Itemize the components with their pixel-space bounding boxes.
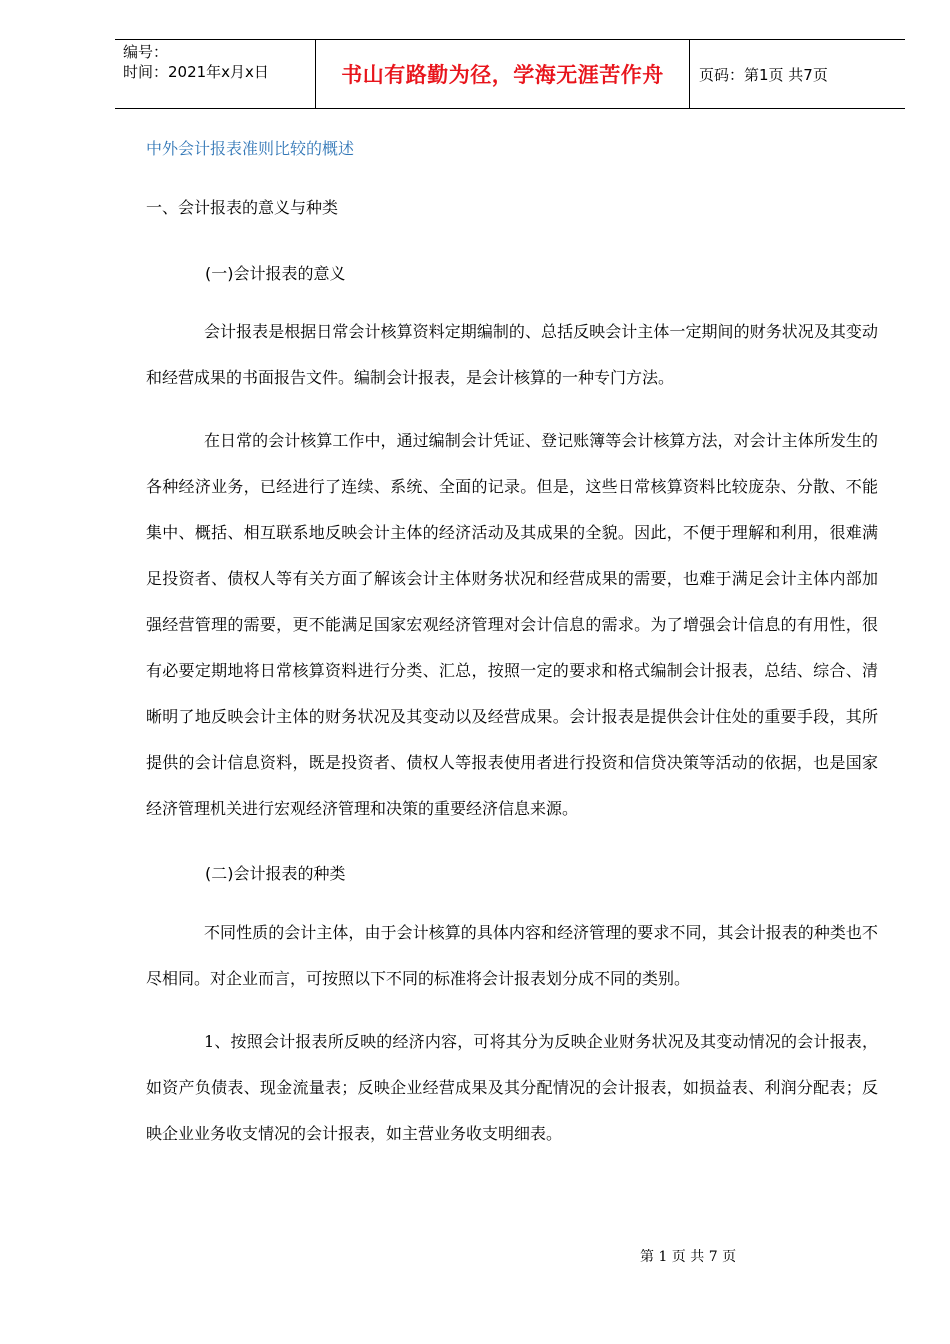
paragraph-3: 不同性质的会计主体，由于会计核算的具体内容和经济管理的要求不同，其会计报表的种类也不尽相同。对企业而言，可按照以下不同的标准将会计报表划分成不同的类别。 — [146, 923, 878, 988]
document-title: 中外会计报表准则比较的概述 — [146, 139, 355, 158]
paragraph-1: 会计报表是根据日常会计核算资料定期编制的、总括反映会计主体一定期间的财务状况及其变动和经营成果的书面报告文件。编制会计报表，是会计核算的一种专门方法。 — [146, 322, 878, 387]
header-page-cell — [690, 40, 905, 108]
subsection-heading-2: (二)会计报表的种类 — [205, 864, 346, 883]
page-footer: 第 1 页 共 7 页 — [640, 1249, 737, 1265]
subsection-heading-1: (一)会计报表的意义 — [205, 264, 346, 283]
header-motto: 书山有路勤为径，学海无涯苦作舟 — [341, 63, 664, 87]
document-date-label: 时间：2021年x月x日 — [123, 63, 269, 81]
section-heading-1: 一、会计报表的意义与种类 — [146, 198, 339, 217]
paragraph-4: 1、按照会计报表所反映的经济内容，可将其分为反映企业财务状况及其变动情况的会计报表，如资产负债表、现金流量表；反映企业经营成果及其分配情况的会计报表，如损益表、利润分配表；反映企业业务收支情况的会计报表，如主营业务收支明细表。 — [146, 1032, 878, 1143]
document-number-label: 编号： — [123, 43, 169, 61]
header-meta-cell — [115, 40, 316, 108]
header-motto-cell — [316, 40, 690, 108]
page-header — [115, 39, 905, 109]
header-page-number: 页码：第1页 共7页 — [699, 65, 828, 84]
paragraph-2: 在日常的会计核算工作中，通过编制会计凭证、登记账簿等会计核算方法，对会计主体所发生的各种经济业务，已经进行了连续、系统、全面的记录。但是，这些日常核算资料比较庞杂、分散、不能集中、概括、相互联系地反映会计主体的经济活动及其成果的全貌。因此，不便于理解和利用，很难满足投资者、债权人等有关方面了解该会计主体财务状况和经营成果的需要，也难于满足会计主体内部加强经营管理的需要，更不能满足国家宏观经济管理对会计信息的需求。为了增强会计信息的有用性，很有必要定期地将日常核算资料进行分类、汇总，按照一定的要求和格式编制会计报表，总结、综合、清晰明了地反映会计主体的财务状况及其变动以及经营成果。会计报表是提供会计住处的重要手段，其所提供的会计信息资料，既是投资者、债权人等报表使用者进行投资和信贷决策等活动的依据，也是国家经济管理机关进行宏观经济管理和决策的重要经济信息来源。 — [146, 431, 878, 818]
